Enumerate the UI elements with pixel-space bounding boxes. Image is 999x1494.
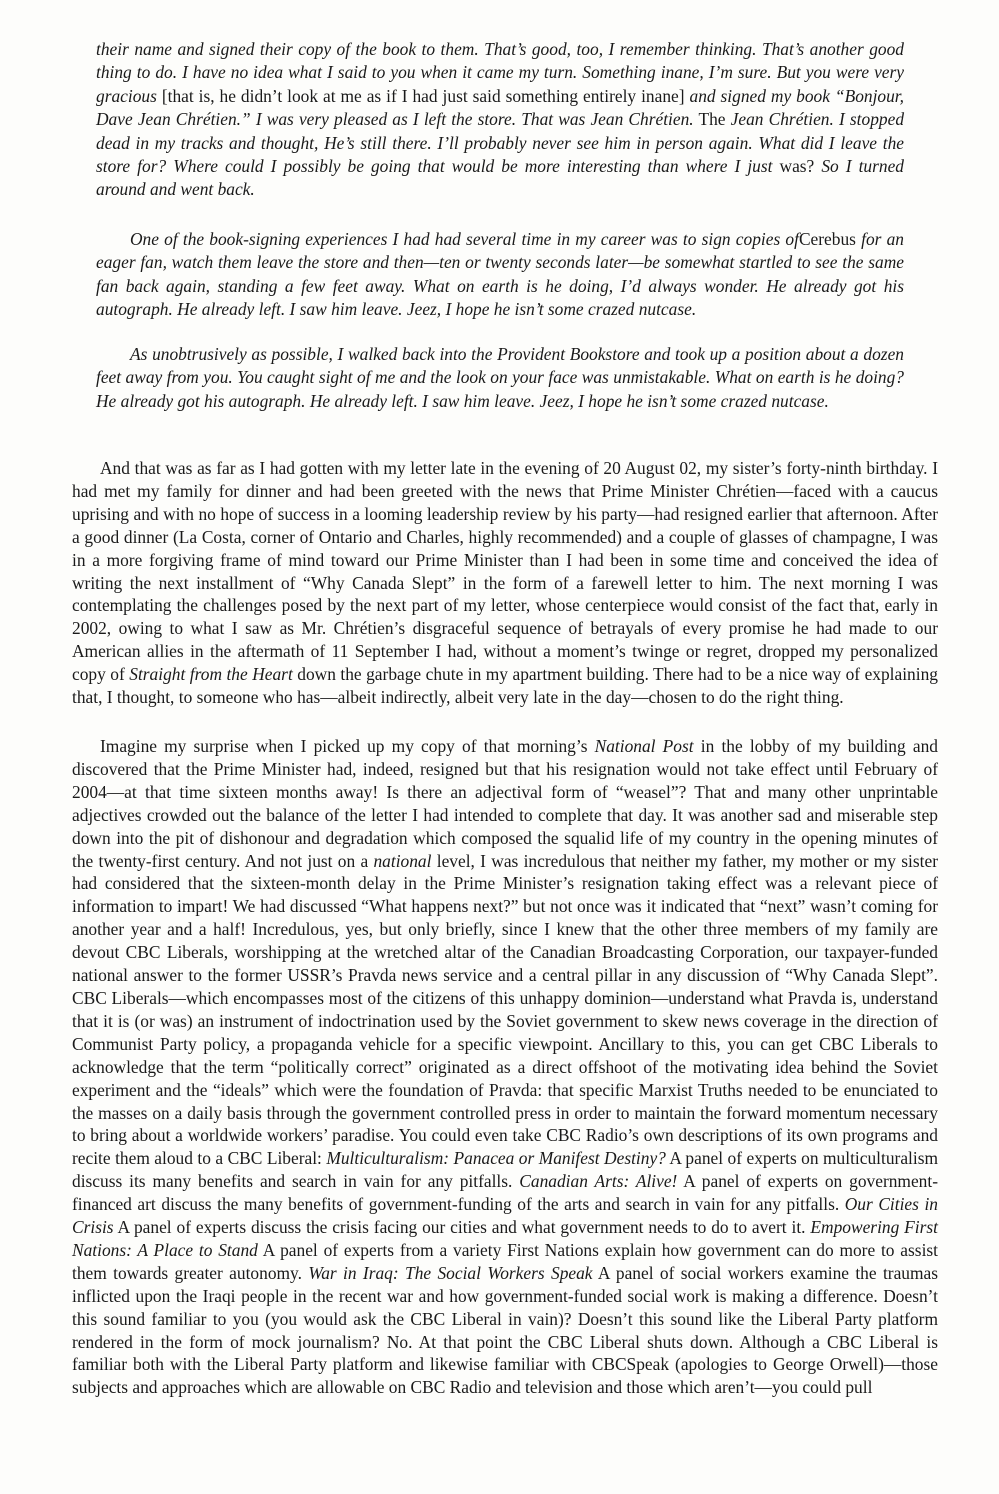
- program-title: Empowering First Nations: A Place to Stand: [72, 1217, 938, 1260]
- program-title: Canadian Arts: Alive!: [519, 1171, 678, 1192]
- block-quote-2: [96, 228, 904, 322]
- paragraph-text: in the lobby of my building and discovered that the Prime Minister had, indeed, resigned but that his resignation would not take effect until February of 2004—at that time sixteen months away! Is there an adjectival form of “weasel”? That and many other unprintable adjectives crowded out the balance of the letter I had intended to complete that day. It was another sad and miserable step down into the pit of dishonour and degradation which composed the squalid life of my country in the opening minutes of the twenty-first century. And not just on a: [72, 736, 938, 871]
- quote-text: As unobtrusively as possible, I walked back into the Provident Bookstore and took up a position about a dozen feet away from you. You caught sight of me and the look on your face was unmistakable. What on earth is he doing? He already got his autograph. He already left. I saw him leave. Jeez, I hope he isn’t some crazed nutcase.: [96, 344, 904, 411]
- paragraph-text: A panel of experts on government-financed art discuss the many benefits of government-funding of the arts and search in vain for any pitfalls.: [72, 1171, 939, 1215]
- quote-text: for an eager fan, watch them leave the store and then—ten or twenty seconds later—be somewhat startled to see the same fan back again, standing a few feet away. What on earth is he doing, I’d always wonder. He already got his autograph. He already left. I saw him leave. Jeez, I hope he isn’t some crazed nutcase.: [96, 229, 904, 320]
- body-paragraph-1: [72, 457, 938, 709]
- program-title: Our Cities in Crisis: [72, 1194, 938, 1238]
- emphasis: national: [373, 850, 432, 871]
- quote-text: Cerebus: [798, 229, 856, 249]
- program-title: Multiculturalism: Panacea or Manifest Destiny?: [326, 1148, 666, 1169]
- book-title: Straight from the Heart: [129, 664, 293, 685]
- quote-text: So I turned around and went back.: [96, 156, 904, 200]
- paragraph-text: down the garbage chute in my apartment building. There had to be a nice way of explaining that, I thought, to someone who has—albeit indirectly, albeit very late in the day—chosen to do the right thing.: [72, 664, 938, 708]
- quote-text: [that is, he didn’t look at me as if I had just said something entirely inane]: [156, 85, 690, 106]
- paragraph-text: level, I was incredulous that neither my father, my mother or my sister had considered that the sixteen-month delay in the Prime Minister’s resignation taking effect was a relevant piece of information to impart! We had discussed “What happens next?” but not once was it indicated that “next” wasn’t coming for another year and a half! Incredulous, yes, but only briefly, since I knew that the other three members of my family are devout CBC Liberals, worshipping at the wretched altar of the Canadian Broadcasting Corporation, our taxpayer-funded national answer to the former USSR’s Pravda news service and a central pillar in any discussion of “Why Canada Slept”. CBC Liberals—which encompasses most of the citizens of this unhappy dominion—understand what Pravda is, understand that it is (or was) an instrument of indoctrination used by the Soviet government to skew news coverage in the direction of Communist Party policy, a propaganda vehicle for a specific viewpoint. Ancillary to this, you can get CBC Liberals to acknowledge that the term “politically correct” originated as a direct offshoot of the motivating idea behind the Soviet experiment and the “ideals” which were the foundation of Pravda: that specific Marxist Truths needed to be enunciated to the masses on a daily basis through the government controlled press in order to maintain the forward momentum necessary to bring about a worldwide workers’ paradise. You could even take CBC Radio’s own descriptions of its own programs and recite them aloud to a CBC Liberal:: [72, 850, 938, 1169]
- quote-text: One of the book-signing experiences I had had several time in my career was to sign copies of: [130, 229, 799, 249]
- paragraph-text: A panel of experts from a variety First Nations explain how government can do more to assist them towards greater autonomy.: [72, 1239, 938, 1283]
- quote-text: Jean Chrétien. I stopped dead in my tracks and thought, He’s still there. I’ll probably never see him in person again. What did I leave the store for? Where could I possibly be going that would be more interesting than where I just: [96, 109, 905, 177]
- paragraph-text: A panel of experts on multiculturalism discuss its many benefits and search in vain for any pitfalls.: [72, 1148, 938, 1192]
- quote-text: their name and signed their copy of the book to them. That’s good, too, I remember thinking. That’s another good thing to do. I have no idea what I said to you when it came my turn. Something inane, I’m sure. But you were very gracious: [96, 39, 904, 106]
- program-title: War in Iraq: The Social Workers Speak: [308, 1262, 593, 1283]
- block-quote-1: [96, 38, 904, 202]
- quote-text: was?: [772, 156, 822, 177]
- publication-title: National Post: [594, 736, 694, 756]
- paragraph-text: A panel of experts discuss the crisis facing our cities and what government needs to do to avert it.: [113, 1217, 811, 1238]
- quote-text: The: [693, 109, 731, 130]
- paragraph-text: A panel of social workers examine the traumas inflicted upon the Iraqi people in the recent war and how government-funded social work is making a difference. Doesn’t this sound familiar to you (you would ask the CBC Liberal in vain)? Doesn’t this sound like the Liberal Party platform rendered in the form of mock journalism? No. At that point the CBC Liberal shuts down. Although a CBC Liberal is familiar both with the Liberal Party platform and likewise familiar with CBCSpeak (apologies to George Orwell)—those subjects and approaches which are allowable on CBC Radio and television and those which aren’t—you could pull: [72, 1262, 939, 1398]
- paragraph-text: And that was as far as I had gotten with my letter late in the evening of 20 August 02, my sister’s forty-ninth birthday. I had met my family for dinner and had been greeted with the news that Prime Minister Chrétien—faced with a caucus uprising and with no hope of success in a looming leadership review by his party—had resigned earlier that afternoon. After a good dinner (La Costa, corner of Ontario and Charles, highly recommended) and a couple of glasses of champagne, I was in a more forgiving frame of mind toward our Prime Minister than I had been in some time and conceived the idea of writing the next installment of “Why Canada Slept” in the form of a farewell letter to him. The next morning I was contemplating the challenges posed by the next part of my letter, whose centerpiece would consist of the fact that, early in 2002, owing to what I saw as Mr. Chrétien’s disgraceful sequence of betrayals of every promise he had made to our American allies in the aftermath of 11 September I had, without a moment’s twinge or regret, dropped my personalized copy of: [72, 458, 938, 685]
- paragraph-text: Imagine my surprise when I picked up my copy of that morning’s: [100, 736, 595, 756]
- body-paragraph-2: [72, 735, 938, 1399]
- block-quote-3: [96, 343, 904, 413]
- quote-text: and signed my book “Bonjour, Dave Jean Chrétien.” I was very pleased as I left the store. That was Jean Chrétien.: [96, 85, 904, 130]
